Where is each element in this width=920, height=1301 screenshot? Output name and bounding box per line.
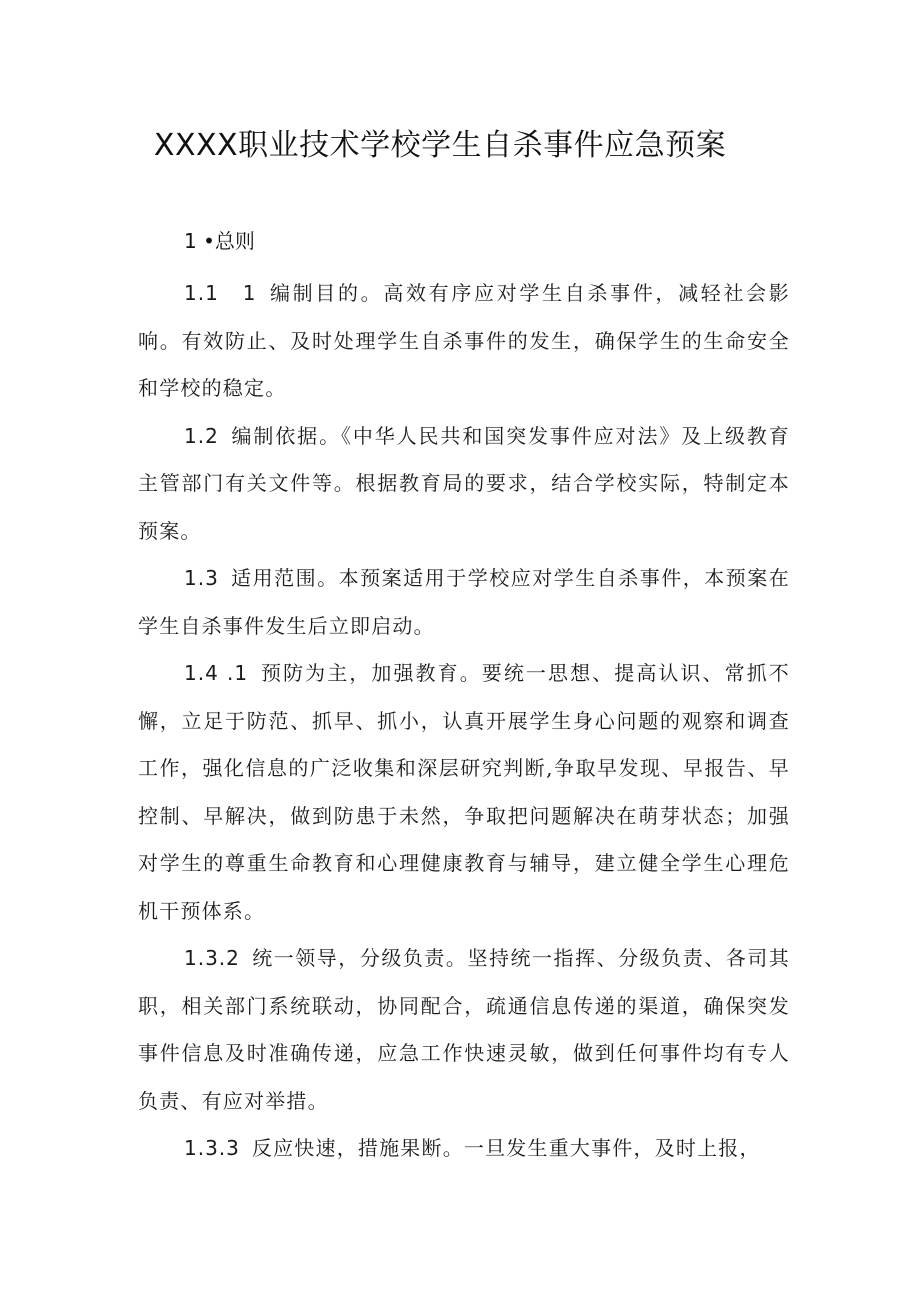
paragraph-1-1 [138, 270, 790, 413]
paragraph-text: 统一领导，分级负责。坚持统一指挥、分级负责、各司其职，相关部门系统联动，协同配合，疏通信息传递的渠道，确保突发事件信息及时准确传递，应急工作快速灵敏，做到任何事件均有专人负责、有应对举措。 [138, 946, 790, 1113]
paragraph-text: 预防为主，加强教育。要统一思想、提高认识、常抓不懈，立足于防范、抓早、抓小，认真开展学生身心问题的观察和调查工作，强化信息的广泛收集和深层研究判断,争取早发现、早报告、早控制、早解决，做到防患于未然，争取把问题解决在萌芽状态；加强对学生的尊重生命教育和心理健康教育与辅导，建立健全学生心理危机干预体系。 [138, 661, 790, 923]
paragraph-number: 1.3.3 [184, 1136, 240, 1160]
paragraph-number: 1.3 [184, 566, 219, 590]
paragraph-text: 编制依据。《中华人民共和国突发事件应对法》及上级教育主管部门有关文件等。根据教育局的要求，结合学校实际，特制定本预案。 [138, 423, 790, 543]
document-title: XXXX职业技术学校学生自杀事件应急预案 [153, 128, 727, 163]
paragraph-number: 1.2 [184, 423, 219, 448]
paragraph-number: 1.4 .1 [184, 661, 249, 685]
paragraph-1-3-3 [138, 1125, 790, 1173]
paragraph-1-2 [138, 413, 790, 556]
paragraph-1-3-2 [138, 935, 790, 1125]
paragraph-1-3 [138, 555, 790, 650]
paragraph-text: 适用范围。本预案适用于学校应对学生自杀事件，本预案在学生自杀事件发生后立即启动。 [138, 566, 790, 638]
paragraph-text: 反应快速，措施果断。一旦发生重大事件，及时上报， [251, 1136, 761, 1160]
paragraph-1-4-1 [138, 650, 790, 935]
paragraph-number: 1.3.2 [184, 946, 240, 970]
section-heading: 1 •总则 [184, 229, 255, 253]
document-body [138, 222, 790, 1173]
paragraph-text: 编制目的。高效有序应对学生自杀事件，减轻社会影响。有效防止、及时处理学生自杀事件的发生，确保学生的生命安全和学校的稳定。 [138, 281, 790, 400]
paragraph-number: 1.1 1 [184, 281, 257, 305]
